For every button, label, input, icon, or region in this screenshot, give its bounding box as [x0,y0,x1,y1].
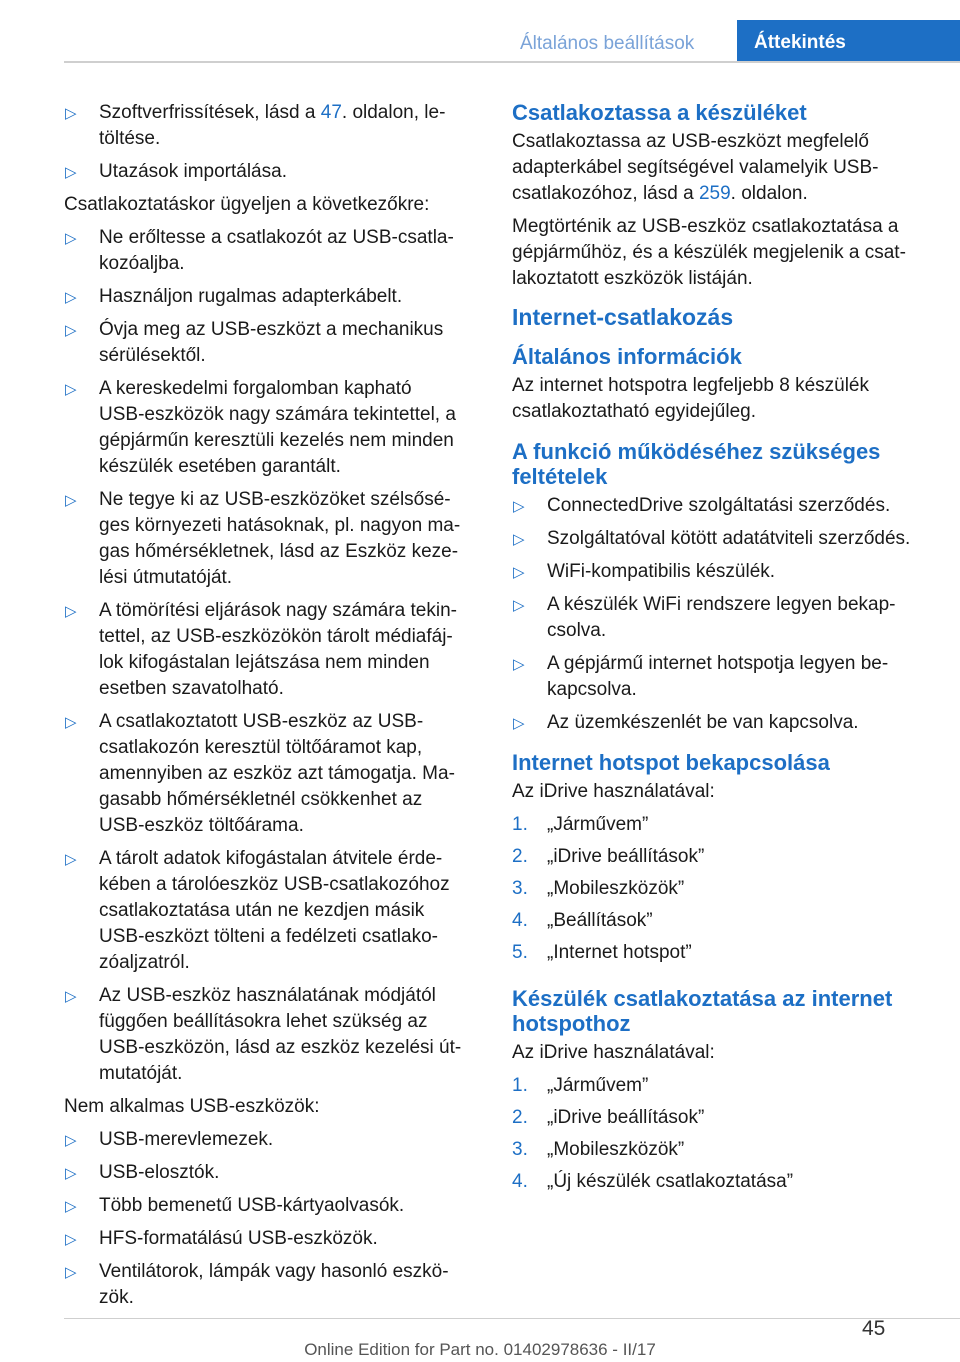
list-item: ▷ Ne erőltesse a csatlakozót az USB-csatla- kozóaljba. [65,227,454,274]
bullet-marker-icon: ▷ [65,230,77,247]
list-item: ▷ Szolgáltatóval kötött adatátviteli szerződés. [512,526,932,552]
list-item: ▷ Óvja meg az USB-eszközt a mechanikus sérülésektől. [65,319,444,366]
list-item: 5. „Internet hotspot” [512,942,692,963]
footer-divider [64,1318,960,1319]
paragraph: Csatlakoztassa az USB-eszközt megfelelő adapterkábel segítségével valamelyik USB- csatlakozóhoz, lásd a 259. oldalon. [512,131,879,204]
bullet-marker-icon: ▷ [513,597,525,614]
list-item: ▷ Utazások importálása. [64,159,482,185]
paragraph: Csatlakoztatáskor ügyeljen a következőkre: [64,194,430,215]
bullet-marker-icon: ▷ [65,492,77,509]
list-item: ▷ A csatlakoztatott USB-eszköz az USB- csatlakozón keresztül töltőáramot kap, amennyiben az eszköz azt támogatja. Ma- gasabb hőmérsékletnél csökkenhet az USB-eszköz töltőárama. [65,711,455,836]
list-item: ▷ Az USB-eszköz használatának módjától függően beállításokra lehet szükség az USB-eszközön, lásd az eszköz kezelési út- mutatóját. [65,985,462,1084]
section-heading: Általános információk [512,344,742,369]
list-item: ▷ Ventilátorok, lámpák vagy hasonló eszkö- zök. [65,1261,449,1308]
left-column [64,100,482,1318]
bullet-marker-icon: ▷ [65,381,77,398]
bullet-marker-icon: ▷ [65,1165,77,1182]
bullet-marker-icon: ▷ [65,851,77,868]
paragraph: Az iDrive használatával: [512,781,715,802]
list-item: 2. „iDrive beállítások” [512,1107,705,1128]
paragraph: Nem alkalmas USB-eszközök: [64,1096,320,1117]
list-item: 1. „Járművem” [512,1075,649,1096]
bullet-marker-icon: ▷ [513,498,525,515]
right-column [512,100,932,1208]
page-link[interactable]: 259 [698,183,731,204]
paragraph: Az internet hotspotra legfeljebb 8 készülék csatlakoztatható egyidejűleg. [512,375,869,422]
bullet-marker-icon: ▷ [513,531,525,548]
section-heading: Készülék csatlakoztatása az internet hotspothoz [512,986,893,1036]
list-item: ▷ A tárolt adatok kifogástalan átvitele érde- kében a tárolóeszköz USB-csatlakozóhoz csatlakoztatása után ne kezdjen másik USB-eszközt tölteni a fedélzeti csatlako- zóaljzatról. [65,848,450,973]
header-section-title: Általános beállítások [520,33,695,54]
list-item: 3. „Mobileszközök” [512,1139,685,1160]
bullet-list [512,493,932,736]
list-item: 1. „Járművem” [512,814,649,835]
list-item: ▷ A tömörítési eljárások nagy számára tekin- tettel, az USB-eszközökön tárolt médiafáj- lok kifogástalan lejátszása nem minden esetben szavatolható. [65,600,457,699]
list-item: ▷ Több bemenetű USB-kártyaolvasók. [64,1193,482,1219]
list-item: ▷ Ne tegye ki az USB-eszközöket szélsősé- ges környezeti hatásoknak, pl. nagyon ma- gas hőmérsékletnek, lásd az Eszköz keze- lési útmutatóját. [65,489,461,588]
list-item: 4. „Új készülék csatlakoztatása” [512,1171,794,1192]
bullet-list [64,1127,482,1311]
header-divider [64,61,960,63]
bullet-marker-icon: ▷ [65,714,77,731]
bullet-marker-icon: ▷ [65,322,77,339]
chapter-heading: Internet-csatlakozás [512,304,734,330]
bullet-marker-icon: ▷ [513,715,525,732]
list-item: ▷ USB-merevlemezek. [64,1127,482,1153]
header-chapter-tab: Áttekintés [737,20,960,62]
list-item: ▷ A készülék WiFi rendszere legyen bekap- csolva. [513,594,896,641]
bullet-list [64,100,482,185]
numbered-list [512,812,932,972]
bullet-marker-icon: ▷ [65,105,77,122]
section-heading: A funkció működéséhez szükséges feltételek [512,439,881,489]
paragraph: Az iDrive használatával: [512,1042,715,1063]
edition-footer: Online Edition for Part no. 01402978636 - II/17 [304,1340,656,1359]
bullet-list [64,225,482,1087]
bullet-marker-icon: ▷ [513,656,525,673]
list-item: 3. „Mobileszközök” [512,878,685,899]
numbered-list [512,1073,932,1201]
list-item: 2. „iDrive beállítások” [512,846,705,867]
list-item: ▷ A gépjármű internet hotspotja legyen be- kapcsolva. [513,653,889,700]
page-header [0,0,960,62]
list-item: ▷ A kereskedelmi forgalomban kapható USB-eszközök nagy számára tekintettel, a gépjárműn keresztüli kezelés nem minden készülék esetében garantált. [65,378,456,477]
section-heading: Internet hotspot bekapcsolása [512,750,830,775]
bullet-marker-icon: ▷ [65,1132,77,1149]
list-item: ▷ USB-elosztók. [64,1160,482,1186]
bullet-marker-icon: ▷ [65,164,77,181]
bullet-marker-icon: ▷ [65,289,77,306]
list-item: ▷ Használjon rugalmas adapterkábelt. [64,284,482,310]
bullet-marker-icon: ▷ [65,1264,77,1281]
bullet-marker-icon: ▷ [65,1231,77,1248]
paragraph: Megtörténik az USB-eszköz csatlakoztatása a gépjárműhöz, és a készülék megjelenik a csat- lakoztatott eszközök listáján. [512,216,906,289]
page-link[interactable]: 47 [320,102,342,123]
page-number: 45 [862,1317,886,1340]
list-item: ▷ Szoftverfrissítések, lásd a 47. oldalon, le- töltése. [65,102,446,149]
bullet-marker-icon: ▷ [65,603,77,620]
list-item: ▷ ConnectedDrive szolgáltatási szerződés. [512,493,932,519]
section-heading: Csatlakoztassa a készüléket [512,100,807,125]
list-item: ▷ HFS-formatálású USB-eszközök. [64,1226,482,1252]
bullet-marker-icon: ▷ [65,988,77,1005]
list-item: 4. „Beállítások” [512,910,653,931]
bullet-marker-icon: ▷ [65,1198,77,1215]
list-item: ▷ WiFi-kompatibilis készülék. [512,559,932,585]
bullet-marker-icon: ▷ [513,564,525,581]
list-item: ▷ Az üzemkészenlét be van kapcsolva. [512,710,932,736]
